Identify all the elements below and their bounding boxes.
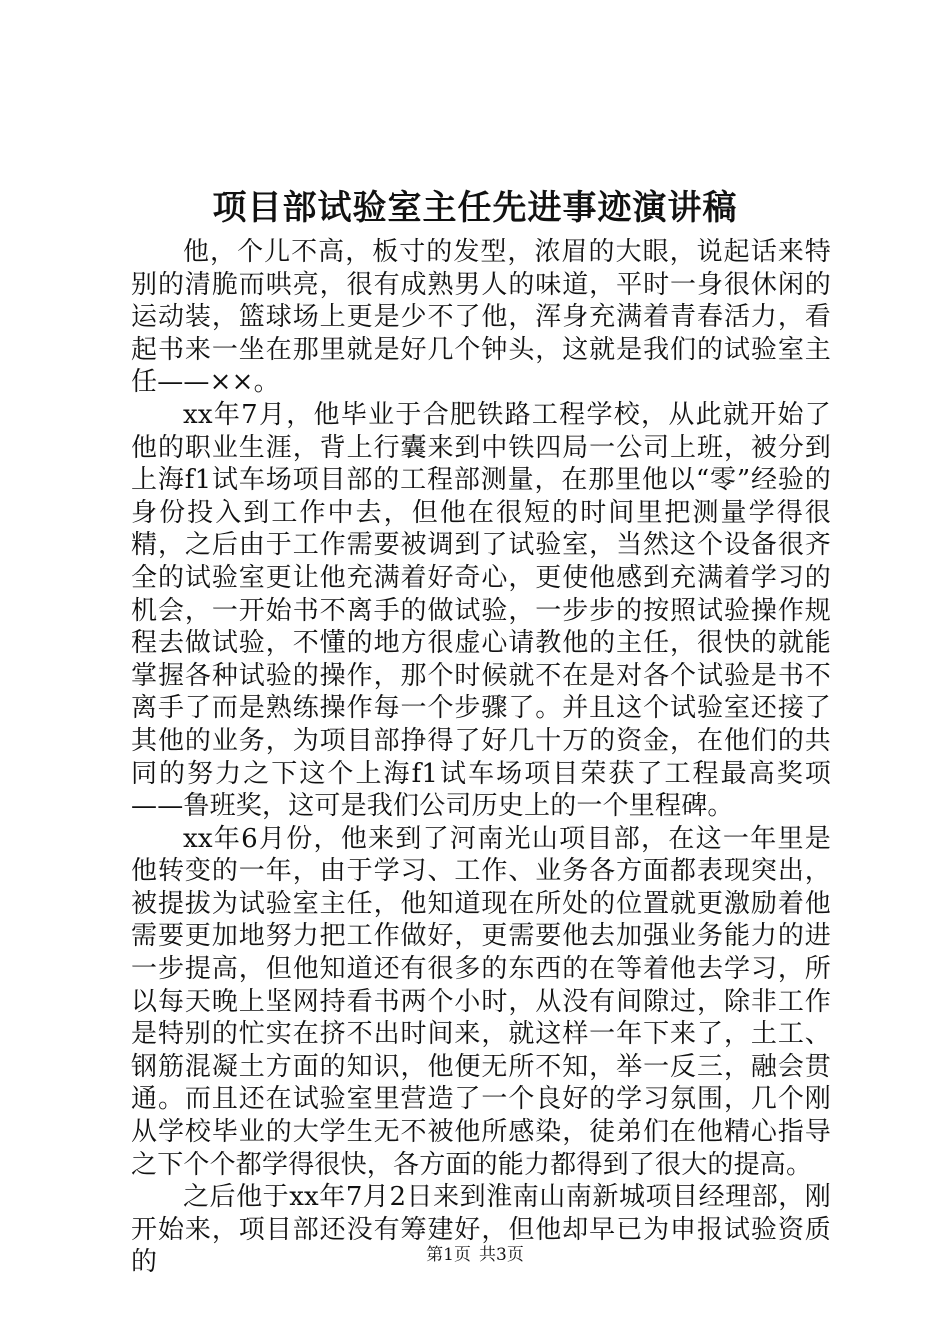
- paragraph-1: 他，个儿不高，板寸的发型，浓眉的大眼，说起话来特别的清脆而哄亮，很有成熟男人的味道，平时一身很休闲的运动装，篮球场上更是少不了他，浑身充满着青春活力，看起书来一坐在那里就是好几个钟头，这就是我们的试验室主任——××。: [131, 237, 831, 398]
- page-number: 第1页: [426, 1245, 471, 1265]
- page-total: 共3页: [479, 1245, 524, 1265]
- paragraph-2: xx年7月，他毕业于合肥铁路工程学校，从此就开始了他的职业生涯，背上行囊来到中铁四局一公司上班，被分到上海f1试车场项目部的工程部测量，在那里他以“零”经验的身份投入到工作中去，但他在很短的时间里把测量学得很精，之后由于工作需要被调到了试验室，当然这个设备很齐全的试验室更让他充满着好奇心，更使他感到充满着学习的机会，一开始书不离手的做试验，一步步的按照试验操作规程去做试验，不懂的地方很虚心请教他的主任，很快的就能掌握各种试验的操作，那个时候就不在是对各个试验是书不离手了而是熟练操作每一个步骤了。并且这个试验室还接了其他的业务，为项目部挣得了好几十万的资金，在他们的共同的努力之下这个上海f1试车场项目荣获了工程最高奖项——鲁班奖，这可是我们公司历史上的一个里程碑。: [131, 399, 831, 822]
- paragraph-3: xx年6月份，他来到了河南光山项目部，在这一年里是他转变的一年，由于学习、工作、业务各方面都表现突出，被提拔为试验室主任，他知道现在所处的位置就更激励着他需要更加地努力把工作做好，更需要他去加强业务能力的进一步提高，但他知道还有很多的东西的在等着他去学习，所以每天晚上坚网持看书两个小时，从没有间隙过，除非工作是特别的忙实在挤不出时间来，就这样一年下来了，土工、钢筋混凝土方面的知识，他便无所不知，举一反三，融会贯通。而且还在试验室里营造了一个良好的学习氛围，几个刚从学校毕业的大学生无不被他所感染，徒弟们在他精心指导之下个个都学得很快，各方面的能力都得到了很大的提高。: [131, 823, 831, 1180]
- page-footer: [0, 1244, 950, 1266]
- document-body: [131, 236, 831, 1279]
- document-title: 项目部试验室主任先进事迹演讲稿: [212, 188, 738, 228]
- paragraph-4: 之后他于xx年7月2日来到淮南山南新城项目经理部，刚开始来，项目部还没有筹建好，但他却早已为申报试验资质的: [131, 1182, 831, 1278]
